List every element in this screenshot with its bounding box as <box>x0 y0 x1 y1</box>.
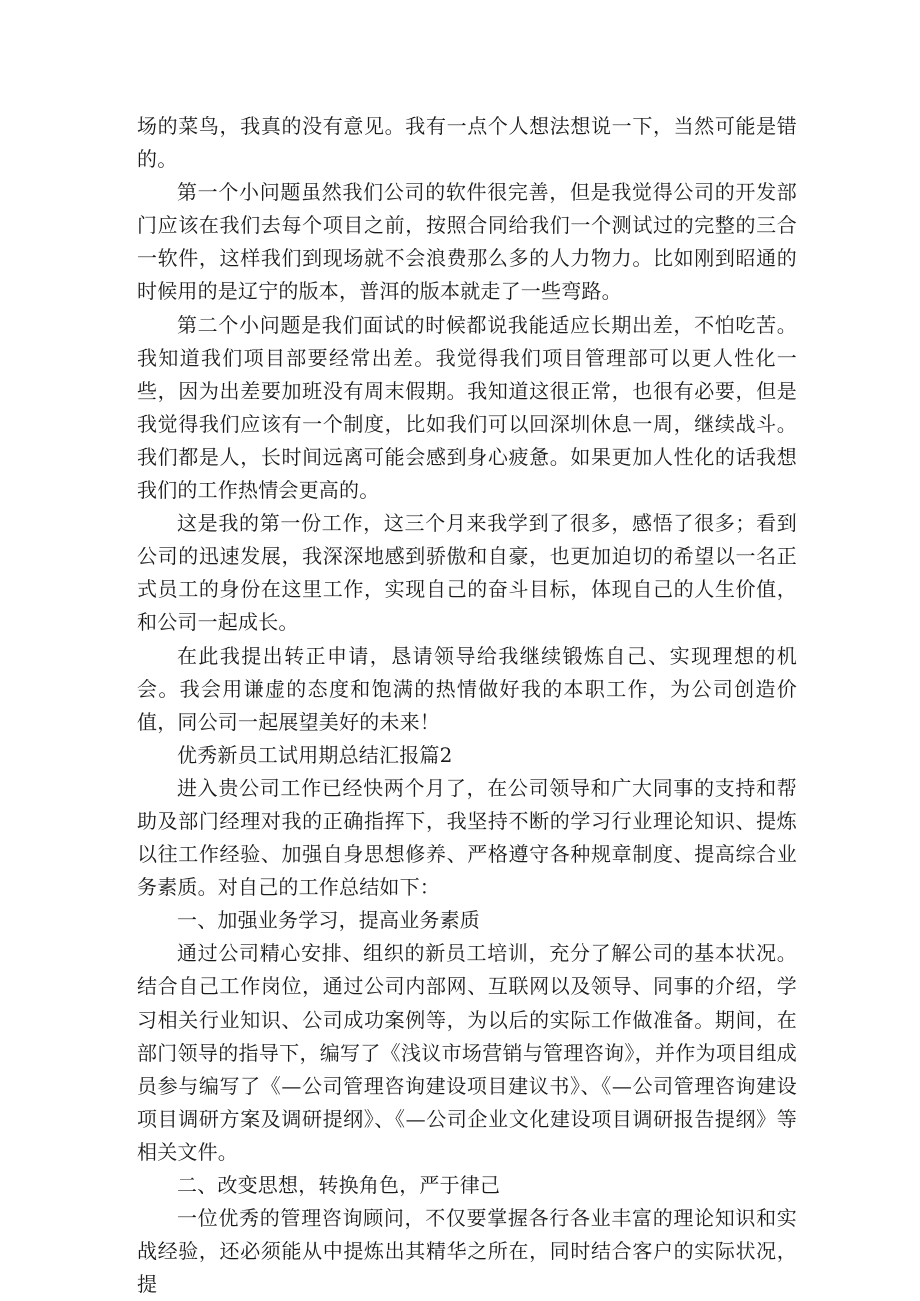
heading-section-1: 一、加强业务学习，提高业务素质 <box>177 908 480 933</box>
heading-section-2: 二、改变思想，转换角色，严于律己 <box>177 1173 501 1197</box>
paragraph-continuation: 场的菜鸟，我真的没有意见。我有一点个人想法想说一下，当然可能是错的。 <box>137 114 797 172</box>
paragraph-training: 通过公司精心安排、组织的新员工培训，充分了解公司的基本状况。结合自己工作岗位，通过公司内部网、互联网以及领导、同事的介绍，学习相关行业知识、公司成功案例等，为以后的实际工作做准备。期间，在部门领导的指导下，编写了《浅议市场营销与管理咨询》，并作为项目组成员参与编写了《—公司管理咨询建设项目建议书》、《—公司管理咨询建设项目调研方案及调研提纲》、《—公司企业文化建设项目调研报告提纲》等相关文件。 <box>137 941 797 1164</box>
paragraph-application: 在此我提出转正申请，恳请领导给我继续锻炼自己、实现理想的机会。我会用谦虚的态度和饱满的热情做好我的本职工作，为公司创造价值，同公司一起展望美好的未来！ <box>137 643 797 734</box>
paragraph-first-issue: 第一个小问题虽然我们公司的软件很完善，但是我觉得公司的开发部门应该在我们去每个项目之前，按照合同给我们一个测试过的完整的三合一软件，这样我们到现场就不会浪费那么多的人力物力。比如刚到昭通的时候用的是辽宁的版本，普洱的版本就走了一些弯路。 <box>137 180 797 304</box>
section-title-part-2: 优秀新员工试用期总结汇报篇2 <box>177 742 453 767</box>
paragraph-consultant: 一位优秀的管理咨询顾问，不仅要掌握各行各业丰富的理论知识和实战经验，还必须能从中提炼出其精华之所在，同时结合客户的实际状况，提 <box>137 1206 797 1297</box>
paragraph-intro: 进入贵公司工作已经快两个月了，在公司领导和广大同事的支持和帮助及部门经理对我的正确指挥下，我坚持不断的学习行业理论知识、提炼以往工作经验、加强自身思想修养、严格遵守各种规章制度、提高综合业务素质。对自己的工作总结如下： <box>137 775 797 900</box>
paragraph-second-issue: 第二个小问题是我们面试的时候都说我能适应长期出差，不怕吃苦。我知道我们项目部要经常出差。我觉得我们项目管理部可以更人性化一些，因为出差要加班没有周末假期。我知道这很正常，也很有必要，但是我觉得我们应该有一个制度，比如我们可以回深圳休息一周，继续战斗。我们都是人，长时间远离可能会感到身心疲惫。如果更加人性化的话我想我们的工作热情会更高的。 <box>137 312 797 503</box>
paragraph-first-job: 这是我的第一份工作，这三个月来我学到了很多，感悟了很多；看到公司的迅速发展，我深深地感到骄傲和自豪，也更加迫切的希望以一名正式员工的身份在这里工作，实现自己的奋斗目标，体现自己的人生价值，和公司一起成长。 <box>137 511 797 635</box>
document-body <box>137 110 797 1301</box>
